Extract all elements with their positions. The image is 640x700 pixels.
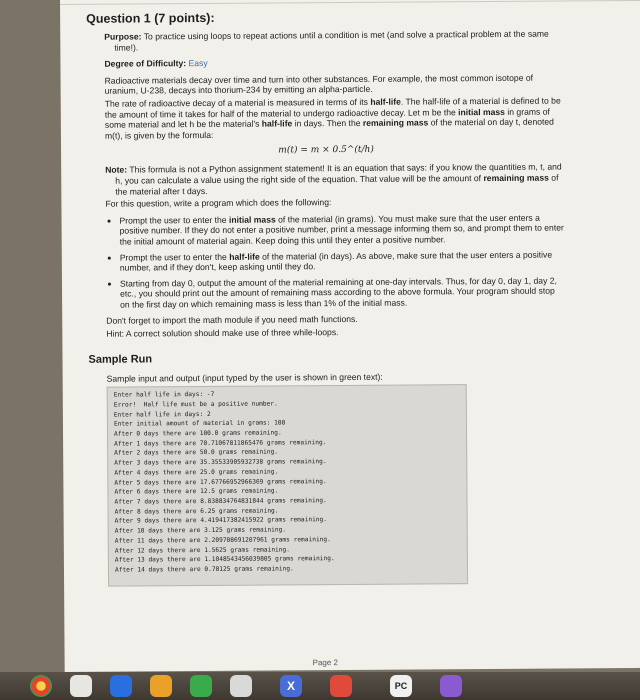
bold-term: remaining mass [362,117,429,129]
difficulty-value: Easy [188,58,208,69]
xcode-icon[interactable]: X [280,675,302,697]
list-item: • Starting from day 0, output the amount of the material remaining at one-day intervals. Thus, for day 0, day 1, day 2, etc., you should print out the amount of remaining mass according to the above formula. Your program should stop on the first day on which remaining mass is less than 1% of the initial mass. [120,275,566,310]
purpose-paragraph [104,28,564,52]
macos-dock [0,672,640,700]
app-store-icon[interactable] [110,675,132,697]
text-span: Prompt the user to enter the [119,251,230,263]
page-divider [60,0,640,5]
text-span: This formula is not a Python assignment statement! It is an equation that says: if you know the quantities m, t, and h, you can calculate a value using the right side of the equation. That value will be the amount of [115,161,562,186]
console-line: After 6 days there are 12.5 grams remaining. [114,487,279,496]
difficulty-paragraph [104,56,564,70]
decay-formula: m(t) = m × 0.5^(t/h) [278,145,374,156]
text-span: of the material on day t, denoted m(t), is given by the formula: [104,116,554,141]
console-line: After 9 days there are 4.419417382415922 grams remaining. [114,516,328,526]
text-span: of the material (in grams). You must make sure that the user enters a positive number. If they do not enter a positive number, print a message informing them so, and prompt them to enter the initial amount of material again. Keep doing this until they enter a positive number. [119,212,564,247]
media-icon[interactable] [440,675,462,697]
console-line: After 12 days there are 1.5625 grams remaining. [114,545,290,555]
page-number: Page 2 [312,658,339,668]
console-line: After 7 days there are 8.838834764831844 grams remaining. [114,497,327,506]
text-span: of the material (in days). As above, make sure that the user enters a positive number, and if they don't, keep asking until they do. [119,249,553,273]
sample-output-console [107,384,468,587]
console-line: After 0 days there are 100.0 grams remaining. [114,429,282,438]
list-item [120,212,566,247]
sample-run-title: Sample Run [88,353,153,366]
document-page [60,0,640,672]
console-line: After 2 days there are 50.0 grams remaining. [114,448,279,458]
bold-term: remaining mass [483,172,549,183]
console-line: After 1 days there are 70.71067811865476 grams remaining. [114,438,327,448]
text-span: The rate of radioactive decay of a material is measured in terms of its [104,96,371,109]
console-line: Enter initial amount of material in grams: 100 [113,419,286,428]
console-line: After 10 days there are 3.125 grams remaining. [114,526,287,535]
import-tip: Don't forget to import the math module if you need math functions. [106,314,358,327]
console-line: After 3 days there are 35.35533905932738 grams remaining. [114,458,327,467]
console-line: After 4 days there are 25.0 grams remaining. [114,468,279,477]
bold-term: half-life [370,96,401,107]
task-intro: For this question, write a program which does the following: [105,197,332,209]
hint-paragraph: Hint: A correct solution should make use of three while-loops. [106,327,339,339]
difficulty-label: Degree of Difficulty: [104,58,187,69]
console-line: After 14 days there are 0.78125 grams remaining. [114,565,294,574]
bold-term: initial mass [458,106,505,117]
console-line: Error! Half life must be a positive number. [113,400,278,409]
requirements-list [88,212,567,310]
note-paragraph [105,162,565,197]
sample-intro: Sample input and output (input typed by the user is shown in green text): [106,371,383,384]
purpose-label: Purpose: [104,31,142,42]
note-label: Note: [105,164,128,176]
pycharm-icon[interactable]: PC [390,675,412,697]
console-line: Enter half life in days: -7 [113,391,215,399]
text-span: in days. Then the [292,118,363,129]
settings-icon[interactable] [230,675,252,697]
chrome-icon[interactable] [30,675,52,697]
console-line: Enter half life in days: 2 [113,410,211,419]
text-span: . The half-life of a material is defined to be the amount of time it takes for half of the material to undergo radioactive decay. Let m be the [104,95,561,120]
notes-icon[interactable] [150,675,172,697]
console-line: After 13 days there are 1.1048543456039805 grams remaining. [114,555,335,564]
question-title: Question 1 (7 points): [86,10,215,26]
half-life-paragraph [105,95,565,141]
finder-icon[interactable] [70,675,92,697]
console-line: After 8 days there are 6.25 grams remaining. [114,507,279,516]
bold-term: initial mass [228,214,276,225]
text-span: in grams of some material and let h be the material's [104,106,550,130]
console-line: After 11 days there are 2.209708691207961 grams remaining. [114,535,331,545]
intro-paragraph: Radioactive materials decay over time and turn into other substances. For example, the most common isotope of uranium, U-238, decays into thorium-234 by emitting an alpha-particle. [104,72,534,97]
console-line: After 5 days there are 17.67766952966369 grams remaining. [114,477,327,487]
bold-term: half-life [261,118,293,129]
music-icon[interactable] [330,675,352,697]
bold-term: half-life [229,251,260,262]
document-content [86,8,568,587]
list-item [120,249,566,273]
text-span: Prompt the user to enter the [119,214,229,226]
purpose-text: To practice using loops to repeat actions until a condition is met (and solve a practical problem at the same time!). [114,28,549,53]
text-span: of the material after t days. [115,172,559,197]
messages-icon[interactable] [190,675,212,697]
